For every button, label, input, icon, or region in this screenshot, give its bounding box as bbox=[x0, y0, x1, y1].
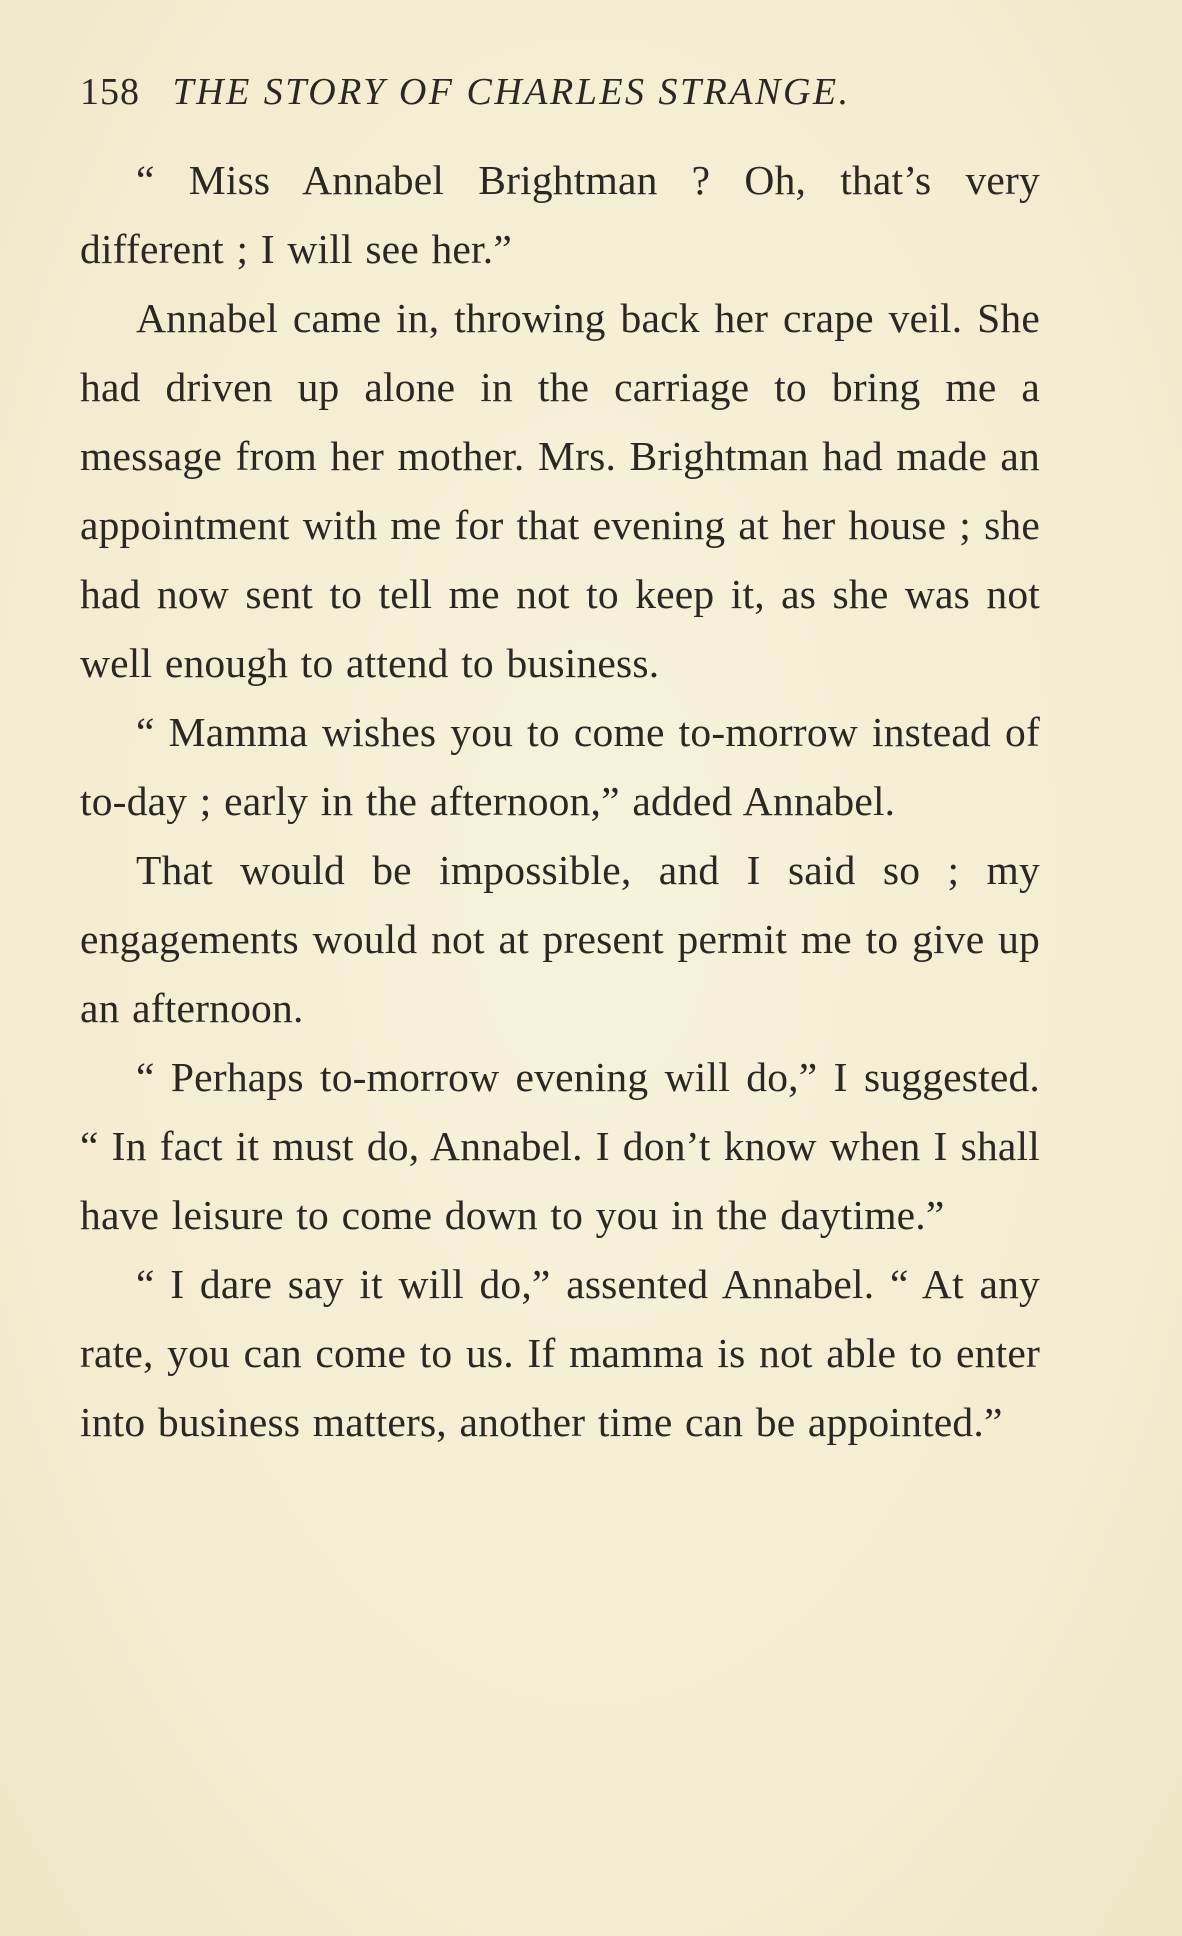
running-head bbox=[80, 70, 1040, 130]
paragraph: “ Perhaps to-morrow evening will do,” I suggested. “ In fact it must do, Annabel. I don’t know when I shall have leisure to come down to you in the daytime.” bbox=[80, 1054, 1040, 1238]
book-page bbox=[80, 70, 1040, 1457]
paragraph: “ I dare say it will do,” assented Annabel. “ At any rate, you can come to us. If mamma is not able to enter into business matters, another time can be appointed.” bbox=[80, 1261, 1040, 1445]
paragraph: Annabel came in, throwing back her crape veil. She had driven up alone in the carriage to bring me a message from her mother. Mrs. Brightman had made an appointment with me for that evening at her house ; she had now sent to tell me not to keep it, as she was not well enough to attend to business. bbox=[80, 295, 1040, 686]
paragraph: That would be impossible, and I said so ; my engagements would not at present permit me to give up an afternoon. bbox=[80, 847, 1040, 1031]
paragraph: “ Mamma wishes you to come to-morrow instead of to-day ; early in the afternoon,” added Annabel. bbox=[80, 709, 1040, 824]
running-title: THE STORY OF CHARLES STRANGE. bbox=[172, 71, 851, 113]
paragraph: “ Miss Annabel Brightman ? Oh, that’s very different ; I will see her.” bbox=[80, 157, 1040, 272]
body-text bbox=[80, 146, 1040, 1457]
page-number: 158 bbox=[80, 71, 140, 113]
